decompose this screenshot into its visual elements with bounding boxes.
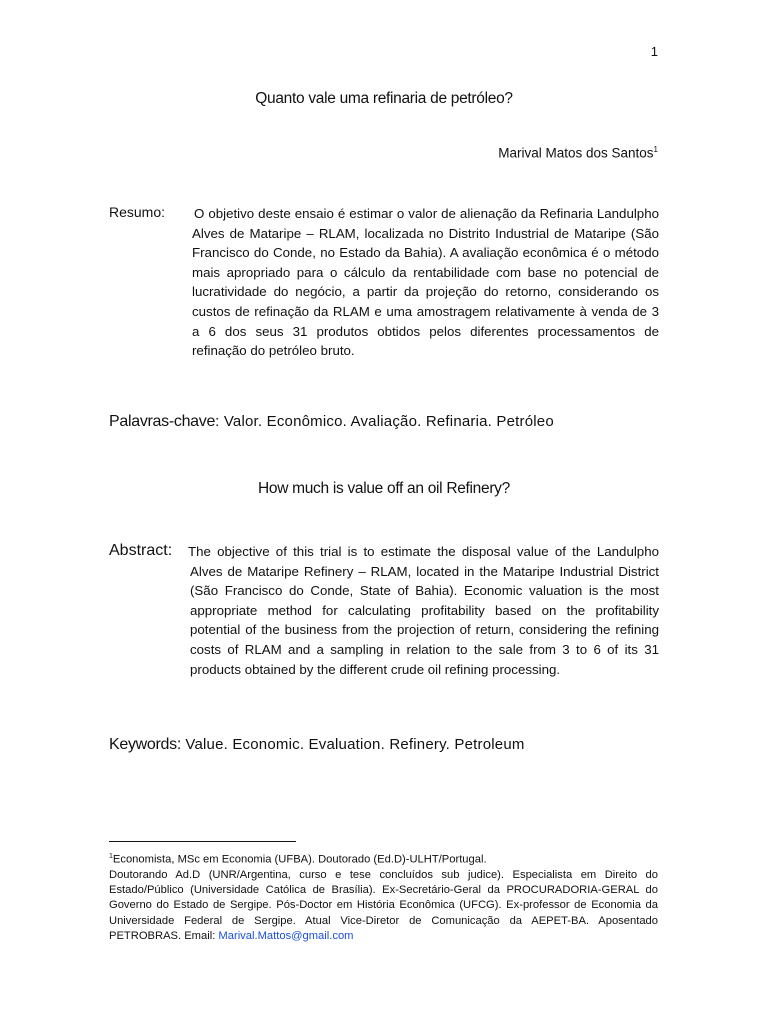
footnote-divider <box>109 841 296 842</box>
keywords-label: Keywords: <box>109 736 181 753</box>
abstract-section <box>109 542 659 679</box>
palavras-chave-separator: : <box>215 413 220 430</box>
footnote-email-link[interactable]: Marival.Mattos@gmail.com <box>218 929 354 942</box>
abstract-text: The objective of this trial is to estimate the disposal value of the Landulpho Alves de Mataripe Refinery – RLAM, located in the Mataripe Industrial District (São Francisco do Conde, State of Bahia). Economic valuation is the most appropriate method for calculating profitability based on the profitability potential of the business from the projection of return, considering the refining costs of RLAM and a sampling in relation to the sale from 3 to 6 of its 31 products obtained by the different crude oil refining processing. <box>188 544 659 677</box>
title-english: How much is value off an oil Refinery? <box>258 480 510 497</box>
author-line <box>498 145 658 161</box>
author-footnote-mark: 1 <box>653 145 658 154</box>
keywords-line <box>109 736 669 754</box>
keywords-values: Value. Economic. Evaluation. Refinery. Petroleum <box>181 736 525 753</box>
resumo-label: Resumo: <box>109 204 166 220</box>
resumo-text: O objetivo deste ensaio é estimar o valor de alienação da Refinaria Landulpho Alves de Mataripe – RLAM, localizada no Distrito Industrial de Mataripe (São Francisco do Conde, no Estado da Bahia). A avaliação econômica é o método mais apropriado para o cálculo da rentabilidade com base no potencial de lucratividade do negócio, a partir da projeção do retorno, considerando os custos de refinação da RLAM e uma amostragem relativamente à venda de 3 a 6 dos seus 31 produtos obtidos pelos diferentes processamentos de refinação do petróleo bruto. <box>192 206 659 359</box>
palavras-chave-label: Palavras-chave <box>109 413 216 430</box>
title-portuguese: Quanto vale uma refinaria de petróleo? <box>255 90 513 107</box>
page-number: 1 <box>650 44 658 59</box>
footnote-mark: 1 <box>109 853 113 860</box>
footnote-body: Doutorando Ad.D (UNR/Argentina, curso e tese concluídos sub judice). Especialista em Direito do Estado/Público (Universidade Católica de Brasília). Ex-Secretário-Geral da PROCURADORIA-GERAL do Governo do Estado de Sergipe. Pós-Doctor em História Econômica (UFCG). Ex-professor de Economia da Universidade Federal de Sergipe. Atual Vice-Diretor de Comunicação da AEPET-BA. Aposentado PETROBRAS. Email: <box>109 868 658 942</box>
author-name: Marival Matos dos Santos <box>498 145 654 161</box>
abstract-label: Abstract: <box>109 542 173 559</box>
resumo-section <box>109 204 659 361</box>
palavras-chave-values: Valor. Econômico. Avaliação. Refinaria. Petróleo <box>219 413 554 430</box>
palavras-chave-line <box>109 413 669 431</box>
footnote-line1: Economista, MSc em Economia (UFBA). Doutorado (Ed.D)-ULHT/Portugal. <box>112 853 487 866</box>
footnote <box>109 849 658 944</box>
footnote-first-line <box>109 849 658 868</box>
